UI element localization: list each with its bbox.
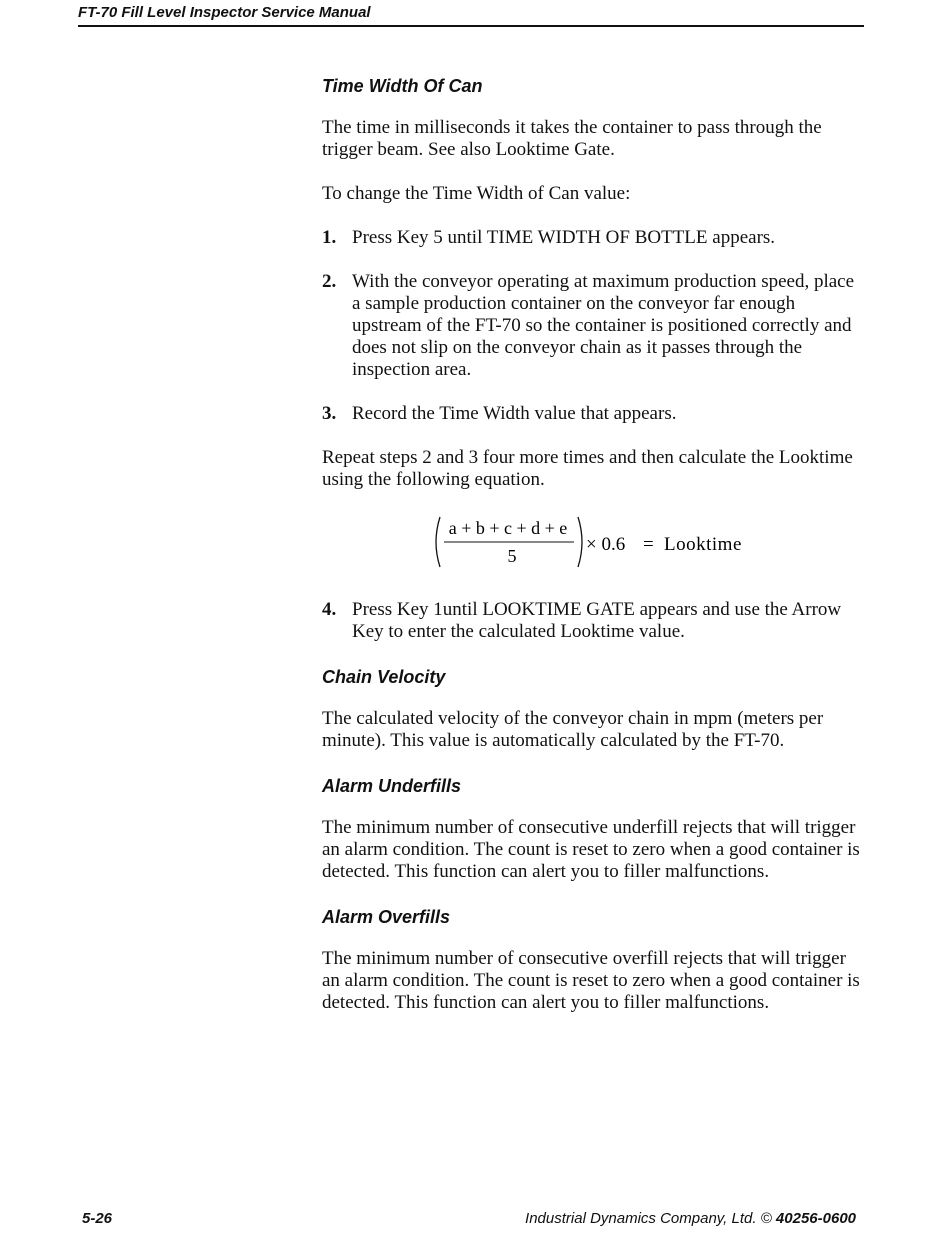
step-text: Record the Time Width value that appears. [352, 403, 677, 424]
step-text: Press Key 5 until TIME WIDTH OF BOTTLE appears. [352, 227, 776, 248]
step-item [322, 403, 867, 425]
page-header [78, 3, 864, 27]
equation-denominator: 5 [507, 546, 517, 566]
time-width-change-intro: To change the Time Width of Can value: [322, 183, 631, 204]
chain-velocity-description: The calculated velocity of the conveyor chain in mpm (meters per minute). This value is automatically calculated by the FT-70. [322, 708, 824, 751]
section-heading-alarm-underfills: Alarm Underfills [322, 776, 462, 796]
equation-graphic [432, 513, 772, 571]
main-content [322, 74, 867, 1036]
footer-copyright [525, 1210, 856, 1227]
equation-equals: = [643, 534, 654, 555]
step-number: 2. [322, 271, 337, 292]
equation-result: Looktime [664, 534, 742, 555]
looktime-equation [322, 513, 867, 571]
part-number: 40256-0600 [775, 1210, 856, 1227]
step-item [322, 227, 867, 249]
step-number: 3. [322, 403, 337, 424]
step-text: Press Key 1until LOOKTIME GATE appears and use the Arrow Key to enter the calculated Looktime value. [352, 599, 842, 642]
equation-multiplier: × 0.6 [586, 534, 626, 555]
alarm-underfills-description: The minimum number of consecutive underfill rejects that will trigger an alarm condition. The count is reset to zero when a good container is detected. This function can alert you to filler malfunctions. [322, 817, 860, 882]
equation-numerator: a + b + c + d + e [448, 518, 568, 538]
step-item [322, 271, 867, 381]
section-heading-chain-velocity: Chain Velocity [322, 667, 446, 687]
step-number: 4. [322, 599, 337, 620]
time-width-description: The time in milliseconds it takes the container to pass through the trigger beam. See also Looktime Gate. [322, 117, 822, 160]
left-paren [436, 517, 440, 567]
alarm-overfills-description: The minimum number of consecutive overfill rejects that will trigger an alarm condition. The count is reset to zero when a good container is detected. This function can alert you to filler malfunctions. [322, 948, 860, 1013]
section-heading-alarm-overfills: Alarm Overfills [322, 907, 451, 927]
company-name: Industrial Dynamics Company, Ltd. © [525, 1210, 772, 1227]
section-heading-time-width: Time Width Of Can [322, 76, 483, 96]
step-number: 1. [322, 227, 337, 248]
right-paren [578, 517, 582, 567]
page-number: 5-26 [82, 1210, 113, 1227]
step-item [322, 599, 867, 643]
page-footer [82, 1210, 856, 1232]
repeat-instruction: Repeat steps 2 and 3 four more times and then calculate the Looktime using the following equation. [322, 447, 853, 490]
step-text: With the conveyor operating at maximum production speed, place a sample production container on the conveyor far enough upstream of the FT-70 so the container is positioned correctly and does not slip on the conveyor chain as it passes through the inspection area. [352, 271, 855, 380]
manual-title: FT-70 Fill Level Inspector Service Manual [78, 4, 371, 21]
